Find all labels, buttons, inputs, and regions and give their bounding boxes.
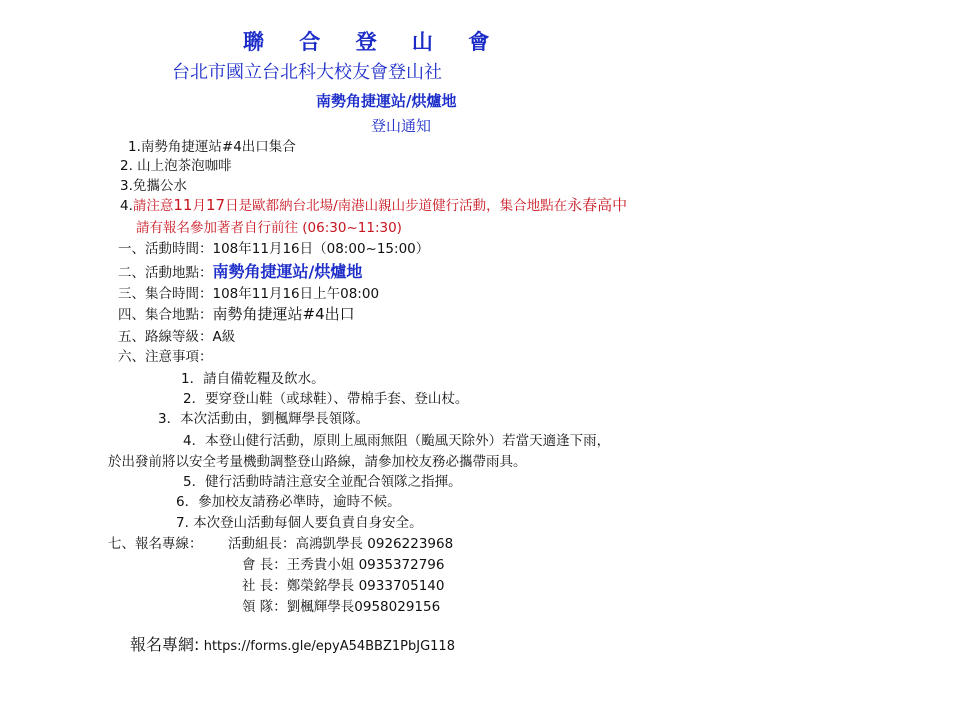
note-item-4 xyxy=(120,196,627,215)
notice-heading: 登山通知 xyxy=(371,117,432,135)
signup-line xyxy=(130,636,455,656)
info-place-value: 南勢角捷運站/烘爐地 xyxy=(212,262,363,281)
note-4-day: 17 xyxy=(205,196,226,214)
info-place-label: 二、活動地點： xyxy=(118,265,213,281)
info-level: 五、路線等級：A級 xyxy=(118,329,236,345)
rule-item: 1．請自備乾糧及飲水。 xyxy=(181,371,325,387)
club-name: 台北市國立台北科大校友會登山社 xyxy=(172,62,442,83)
note-4-number: 4. xyxy=(120,198,133,214)
rule-item: 6．參加校友請務必準時，逾時不候。 xyxy=(176,494,401,510)
signup-label: 報名專網: xyxy=(130,635,200,654)
info-gather-time: 三、集合時間：108年11月16日上午08:00 xyxy=(118,286,380,302)
contact-row: 社 長：鄭榮銘學長 0933705140 xyxy=(242,578,445,594)
contact-row: 領 隊：劉楓輝學長0958029156 xyxy=(242,599,441,615)
location-heading: 南勢角捷運站/烘爐地 xyxy=(316,92,457,110)
rule-item: 3．本次活動由，劉楓輝學長領隊。 xyxy=(158,411,370,427)
signup-url[interactable]: https://forms.gle/epyA54BBZ1PbJG118 xyxy=(203,639,455,654)
note-4-place: 永春高中 xyxy=(567,196,628,214)
note-item: 2. 山上泡茶泡咖啡 xyxy=(120,158,232,174)
info-gather-place xyxy=(118,305,355,324)
note-4-line2: 請有報名參加著者自行前往 (06:30~11:30) xyxy=(136,220,402,236)
note-4-text: 請注意 xyxy=(132,198,174,214)
info-place xyxy=(118,263,362,282)
rule-item: 2．要穿登山鞋（或球鞋）、帶棉手套、登山杖。 xyxy=(183,391,469,407)
contact-row: 活動組長：高鴻凱學長 0926223968 xyxy=(228,536,454,552)
contact-row: 會 長：王秀貴小姐 0935372796 xyxy=(242,557,445,573)
info-gather-place-value: 南勢角捷運站#4出口 xyxy=(212,305,355,323)
contacts-label: 七、報名專線： xyxy=(108,536,203,552)
event-title: 聯 合 登 山 會 xyxy=(243,30,504,54)
note-4-text: 日是歐都納台北場/南港山親山步道健行活動，集合地點在 xyxy=(225,198,568,214)
note-item: 1.南勢角捷運站#4出口集合 xyxy=(128,139,296,155)
rule-item: 7. 本次登山活動每個人要負責自身安全。 xyxy=(176,515,423,531)
note-item: 3.免攜公水 xyxy=(120,178,187,194)
info-gather-place-label: 四、集合地點： xyxy=(118,307,213,323)
info-notes-label: 六、注意事項： xyxy=(118,349,213,365)
rule-item: 5．健行活動時請注意安全並配合領隊之指揮。 xyxy=(183,474,462,490)
rule-item: 於出發前將以安全考量機動調整登山路線，請參加校友務必攜帶雨具。 xyxy=(108,454,527,470)
info-time: 一、活動時間：108年11月16日（08:00~15:00） xyxy=(118,241,430,257)
note-4-month: 11 xyxy=(173,196,193,214)
note-4-text: 月 xyxy=(192,198,206,214)
rule-item: 4．本登山健行活動，原則上風雨無阻（颱風天除外）若當天適逢下雨， xyxy=(183,433,611,449)
